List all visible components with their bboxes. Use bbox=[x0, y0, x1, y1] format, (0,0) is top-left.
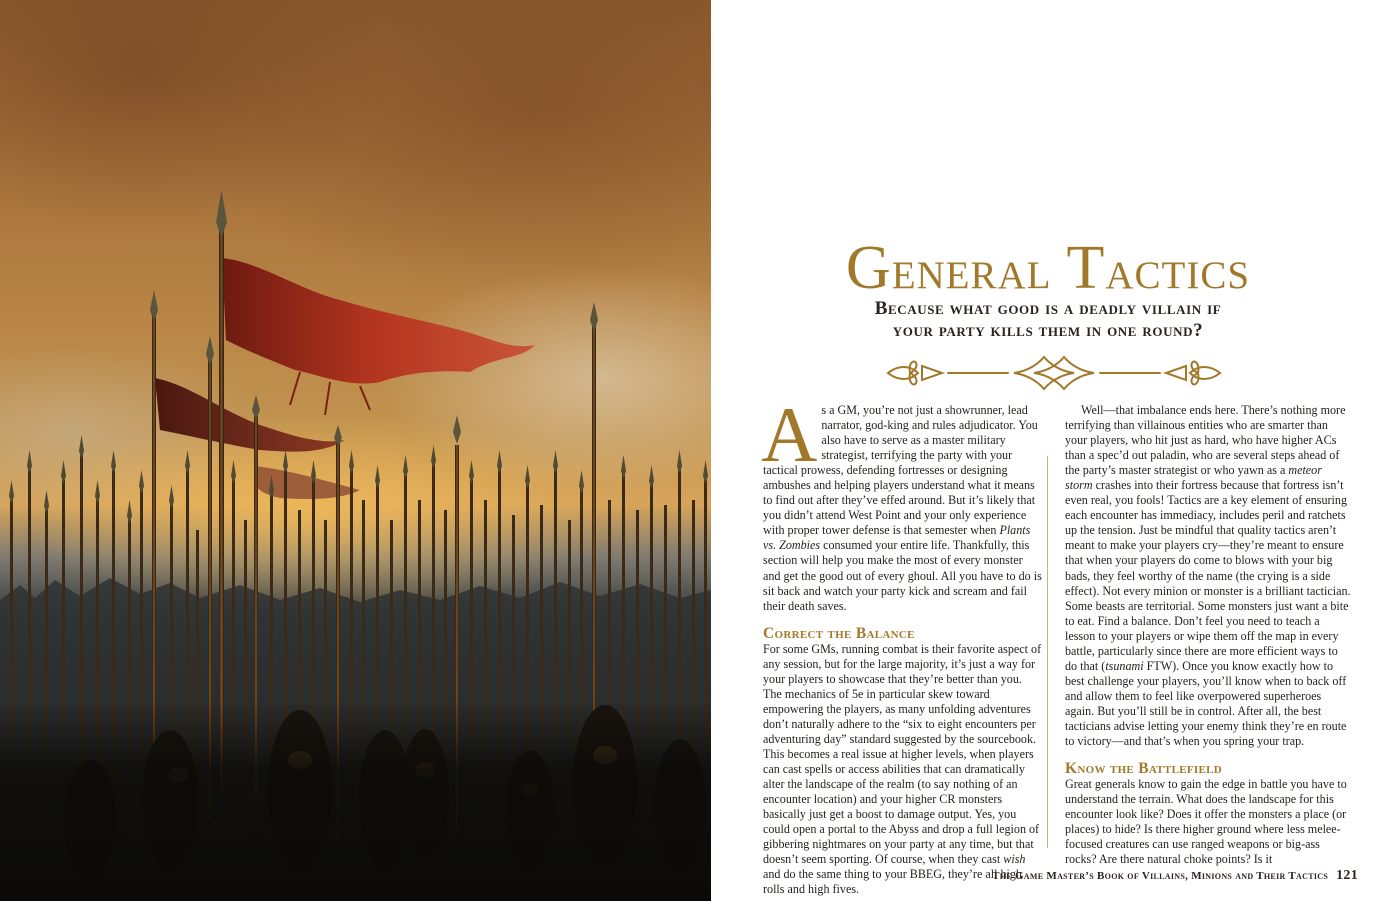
title-word-general: eneral bbox=[891, 239, 1067, 301]
title-cap-t: T bbox=[1066, 234, 1106, 302]
balance2-text-b: crashes into their fortress because that fortress isn’t even real, you fools! Tactics are a key element of ensuring each encounter has immediacy, includes peril and ratchets up the tension. Just be mindful that quality tactics aren’t meant to make your players cry—they’re meant to ensure that when your players do come to blows with your big bads, they feel worthy of the name (the crying is a side effect). Not every minion or monster is a brilliant tactician. Some beasts are territorial. Some monsters just want a bite to eat. Find a balance. Don’t feel you need to teach a lesson to your players or wipe them off the map in every battle, particularly since there are more efficient ways to do that ( bbox=[1065, 478, 1351, 673]
section-heading-correct-the-balance: Correct the Balance bbox=[763, 624, 915, 642]
subtitle-line-2: your party kills them in one round? bbox=[892, 320, 1204, 341]
page-title bbox=[711, 236, 1385, 302]
intro-text-end: consumed your entire life. Thankfully, this section will help you make the most of every monster and get the good out of every ghoul. All you have to do is sit back and watch your party kick and scream and fail their death saves. bbox=[763, 538, 1042, 613]
spell-name-wish: wish bbox=[1003, 852, 1026, 867]
balance-paragraph-1 bbox=[763, 642, 1043, 898]
intro-text: s a GM, you’re not just a showrunner, lead narrator, god-king and rules adjudicator. You also have to serve as a master military strategist, terrifying the party with your tactical prowess, defending fortresses or designing ambushes and helping players understand what it means to find out after they’ve effed around. But it’s likely that you didn’t attend West Point and your only experience with proper tower defense is that semester when bbox=[763, 403, 1038, 538]
title-cap-g: G bbox=[845, 234, 892, 302]
column-divider bbox=[1047, 456, 1048, 848]
subtitle-line-1: Because what good is a deadly villain if bbox=[874, 298, 1222, 319]
balance2-text-a: Well—that imbalance ends here. There’s nothing more terrifying than villainous entities who are smarter than your players, who hit just as hard, who have higher ACs than a spec’d out paladin, who are several steps ahead of the party’s master strategist or who yawn as a bbox=[1065, 403, 1346, 478]
spell-name-meteor-storm: meteor storm bbox=[1065, 463, 1322, 493]
balance-text: For some GMs, running combat is their favorite aspect of any session, but for the large majority, it’s just a way for your players to showcase that they’re better than you. The mechanics of 5e in particular skew toward empowering the players, as many unfolding adventures don’t naturally adhere to the “six to eight encounters per adventuring day” standard suggested by the sourcebook. This becomes a real issue at higher levels, when players can cast spells or access abilities that can dramatically alter the landscape of the realm (to say nothing of an encounter location) and your higher CR monsters basically just get a boost to damage output. Yes, you could open a portal to the Abyss and drop a full legion of gibbering nightmares on your party at any time, but that doesn’t seem sporting. Of course, when they cast bbox=[763, 641, 1042, 867]
spell-name-tsunami: tsunami bbox=[1105, 658, 1144, 673]
text-column-right bbox=[1065, 403, 1352, 867]
book-page bbox=[711, 0, 1385, 901]
running-title: The Game Master’s Book of Villains, Minions and Their Tactics bbox=[992, 870, 1329, 882]
balance-paragraph-2 bbox=[1065, 403, 1352, 749]
text-column-left bbox=[761, 391, 1043, 897]
fleur-divider-icon bbox=[884, 353, 1224, 393]
intro-italic-title: Plants vs. Zombies bbox=[763, 523, 1031, 553]
drop-cap: A bbox=[761, 391, 818, 478]
intro-paragraph bbox=[761, 391, 1043, 614]
page-number: 121 bbox=[1336, 868, 1358, 883]
section-heading-know-the-battlefield: Know the Battlefield bbox=[1065, 760, 1222, 778]
balance2-text-c: FTW). Once you know exactly how to best challenge your players, you’ll know when to back off and allow them to feel like overpowered superheroes again. But you’ll still be in control. After all, the best tacticians advise letting your enemy think they’re en route to victory—and that’s when you spring your trap. bbox=[1065, 658, 1347, 749]
page-footer bbox=[992, 868, 1358, 884]
title-word-tactics: actics bbox=[1105, 239, 1251, 301]
page-subtitle bbox=[711, 298, 1385, 342]
balance-text-end: and do the same thing to your BBEG, they’re all high rolls and high fives. bbox=[763, 867, 1022, 897]
battlefield-paragraph: Great generals know to gain the edge in battle you have to understand the terrain. What does the landscape for this encounter look like? Does it offer the monsters a place (or places) to hide? Is there higher ground where less melee-focused creatures can use ranged weapons or big-ass rocks? Are there natural choke points? Is it bbox=[1065, 777, 1347, 867]
